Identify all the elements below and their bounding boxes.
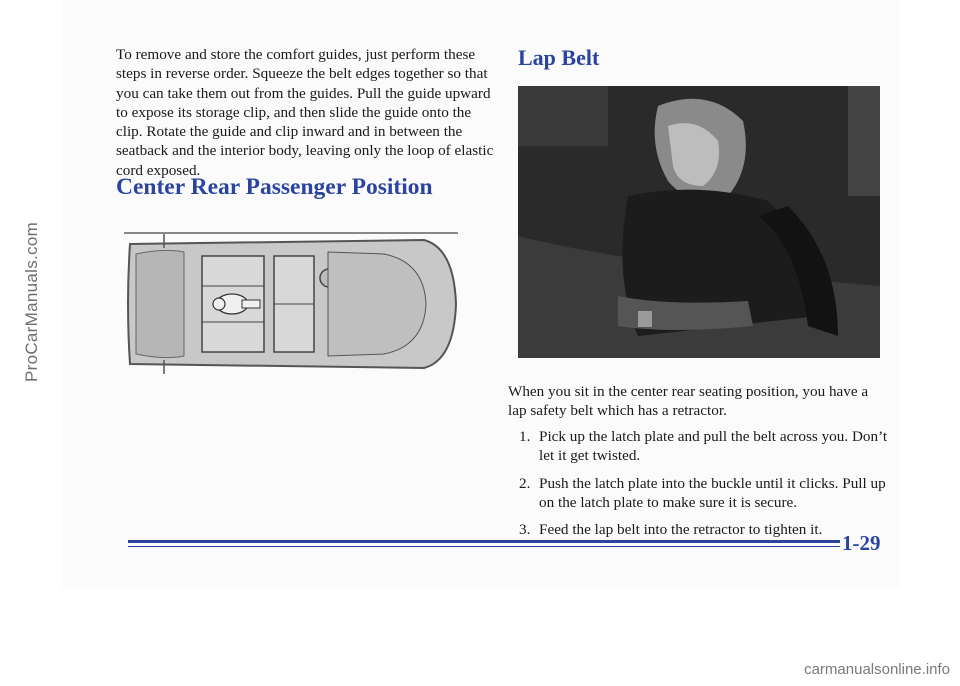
intro-paragraph: To remove and store the comfort guides, just perform these steps in reverse order. Squeeze the belt edges together so that you can take them out from the guides. Pull the guide upward to expose its storage clip, and then slide the guide onto the clip. Rotate the guide and clip inward and in between the seatback and the interior body, leaving only the loop of elastic cord exposed. — [116, 46, 494, 179]
lap-belt-photo — [518, 86, 880, 358]
lap-belt-steps — [508, 427, 894, 547]
step-number: 2. — [519, 474, 531, 492]
lap-belt-intro: When you sit in the center rear seating position, you have a lap safety belt which has a retractor. — [508, 383, 869, 420]
step-number: 1. — [519, 428, 531, 445]
car-seating-diagram — [124, 232, 458, 374]
step-text: Pick up the latch plate and pull the belt across you. Don’t let it get twisted. — [539, 428, 888, 465]
footer-rule-thick — [128, 540, 818, 543]
step-item — [508, 520, 894, 539]
footer-rule-end-thick — [818, 540, 840, 543]
step-text: Push the latch plate into the buckle until it clicks. Pull up on the latch plate to make sure it is secure. — [539, 474, 886, 511]
section-heading-lap-belt: Lap Belt — [518, 45, 600, 70]
step-number: 3. — [519, 521, 531, 539]
woman-fastening-lap-belt-image — [518, 86, 880, 358]
car-top-view-illustration — [124, 234, 458, 374]
page-number: 1-29 — [842, 531, 881, 555]
footer-rule-thin — [128, 546, 818, 547]
section-heading-center-rear: Center Rear Passenger Position — [116, 174, 433, 200]
step-item — [508, 474, 894, 513]
side-watermark: ProCarManuals.com — [22, 221, 41, 382]
step-item — [508, 427, 894, 466]
footer-rule-end-thin — [818, 546, 840, 547]
step-text: Feed the lap belt into the retractor to tighten it. — [539, 521, 823, 539]
bottom-watermark: carmanualsonline.info — [804, 661, 950, 678]
